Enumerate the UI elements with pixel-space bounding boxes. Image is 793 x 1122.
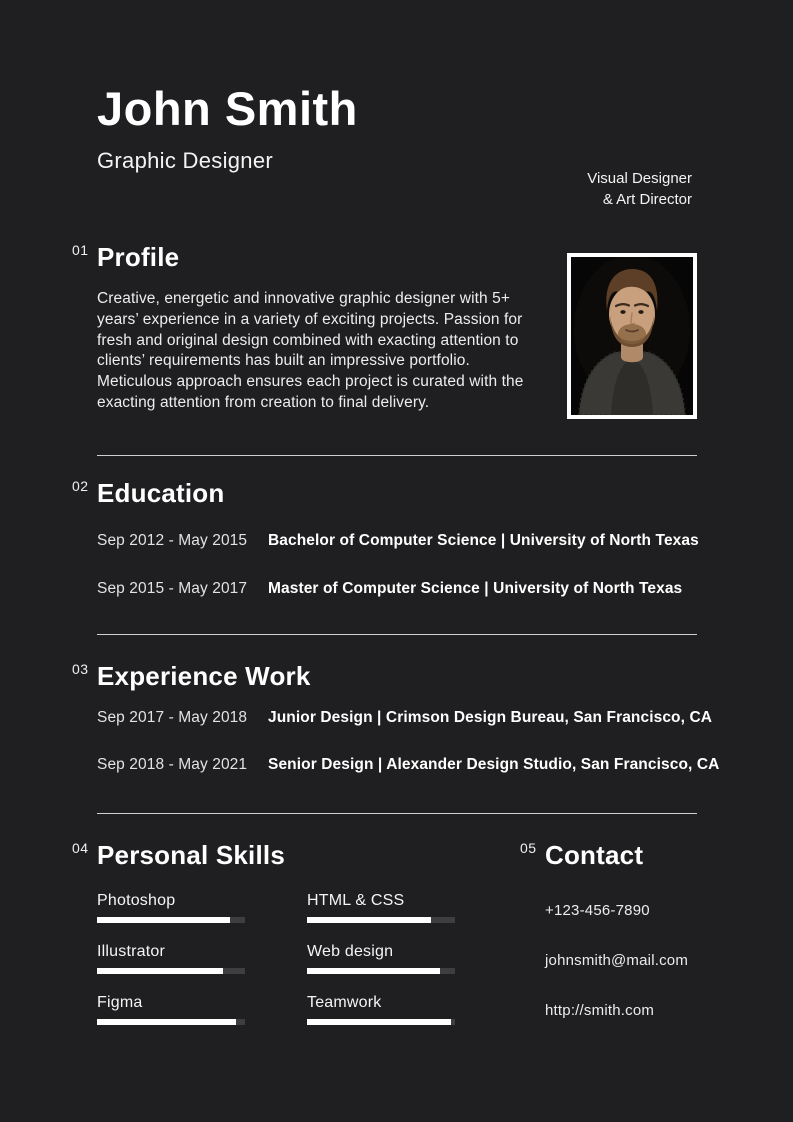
- skill-bar-track: [97, 917, 245, 923]
- skill-item: [307, 994, 455, 1025]
- section-divider: [97, 813, 697, 814]
- education-heading: [72, 477, 697, 508]
- education-dates: Sep 2015 - May 2017: [97, 579, 248, 597]
- tagline: [587, 168, 692, 210]
- contact-heading-label: Contact: [545, 839, 644, 870]
- skill-bar-fill: [307, 917, 431, 923]
- education-item: [97, 580, 697, 598]
- profile-section-number: 01: [72, 242, 89, 258]
- profile-text: Creative, energetic and innovative graphic designer with 5+ years’ experience in a variety of exciting projects. Passion for fresh and original design combined with exacting attention to clients’ requirements has built an impressive portfolio. Meticulous approach ensures each project is curated with the exacting attention from creation to final delivery.: [97, 290, 524, 411]
- skills-grid: [97, 892, 517, 1025]
- contact-list: [545, 902, 697, 1019]
- skills-section: [72, 839, 517, 1052]
- experience-section-number: 03: [72, 660, 89, 677]
- tagline-line-1: Visual Designer: [587, 170, 692, 187]
- contact-section-number: 05: [520, 839, 537, 856]
- skill-bar-track: [97, 1019, 245, 1025]
- skill-item: [307, 943, 455, 974]
- education-section: [72, 477, 699, 598]
- section-divider: [97, 455, 697, 456]
- job-title: Graphic Designer: [97, 148, 273, 173]
- tagline-line-2: & Art Director: [602, 191, 692, 208]
- experience-dates: Sep 2018 - May 2021: [97, 755, 248, 773]
- contact-section: [520, 839, 697, 1052]
- skill-item: [97, 943, 245, 974]
- education-item: [97, 532, 697, 550]
- education-section-number: 02: [72, 477, 89, 494]
- experience-role: Junior Design | Crimson Design Bureau, San Francisco, CA: [268, 708, 713, 726]
- bottom-section: [72, 839, 697, 1052]
- contact-heading: [520, 839, 697, 870]
- experience-dates: Sep 2017 - May 2018: [97, 708, 248, 726]
- contact-phone: +123-456-7890: [545, 901, 650, 919]
- profile-heading-label: Profile: [97, 242, 180, 272]
- skill-bar-track: [307, 917, 455, 923]
- skill-label: HTML & CSS: [307, 891, 405, 909]
- skill-item: [97, 892, 245, 923]
- portrait-image: [571, 257, 693, 415]
- skill-bar-fill: [97, 968, 223, 974]
- skill-item: [97, 994, 245, 1025]
- experience-item: [97, 755, 720, 774]
- skills-heading: [72, 839, 517, 870]
- skill-bar-fill: [307, 1019, 451, 1025]
- skills-section-number: 04: [72, 839, 89, 856]
- skill-bar-fill: [97, 917, 230, 923]
- education-degree: Master of Computer Science | University of North Texas: [268, 579, 683, 597]
- skill-bar-fill: [97, 1019, 236, 1025]
- experience-heading-label: Experience Work: [97, 660, 311, 691]
- skill-label: Illustrator: [97, 942, 165, 960]
- skill-bar-fill: [307, 968, 440, 974]
- experience-role: Senior Design | Alexander Design Studio, San Francisco, CA: [268, 755, 720, 773]
- experience-section: [72, 660, 720, 774]
- skill-bar-track: [307, 968, 455, 974]
- skill-label: Photoshop: [97, 891, 176, 909]
- contact-website: http://smith.com: [545, 1001, 655, 1019]
- education-dates: Sep 2012 - May 2015: [97, 531, 248, 549]
- education-degree: Bachelor of Computer Science | University of North Texas: [268, 531, 699, 549]
- skills-heading-label: Personal Skills: [97, 839, 285, 870]
- contact-email: johnsmith@mail.com: [545, 951, 689, 969]
- skill-bar-track: [307, 1019, 455, 1025]
- experience-item: [97, 708, 713, 727]
- profile-photo: [567, 253, 697, 419]
- skill-label: Teamwork: [307, 993, 382, 1011]
- education-heading-label: Education: [97, 477, 225, 508]
- skill-bar-track: [97, 968, 245, 974]
- person-name: John Smith: [97, 82, 358, 135]
- skill-label: Figma: [97, 993, 143, 1011]
- skill-label: Web design: [307, 942, 394, 960]
- section-divider: [97, 634, 697, 635]
- skill-item: [307, 892, 455, 923]
- experience-heading: [72, 660, 697, 691]
